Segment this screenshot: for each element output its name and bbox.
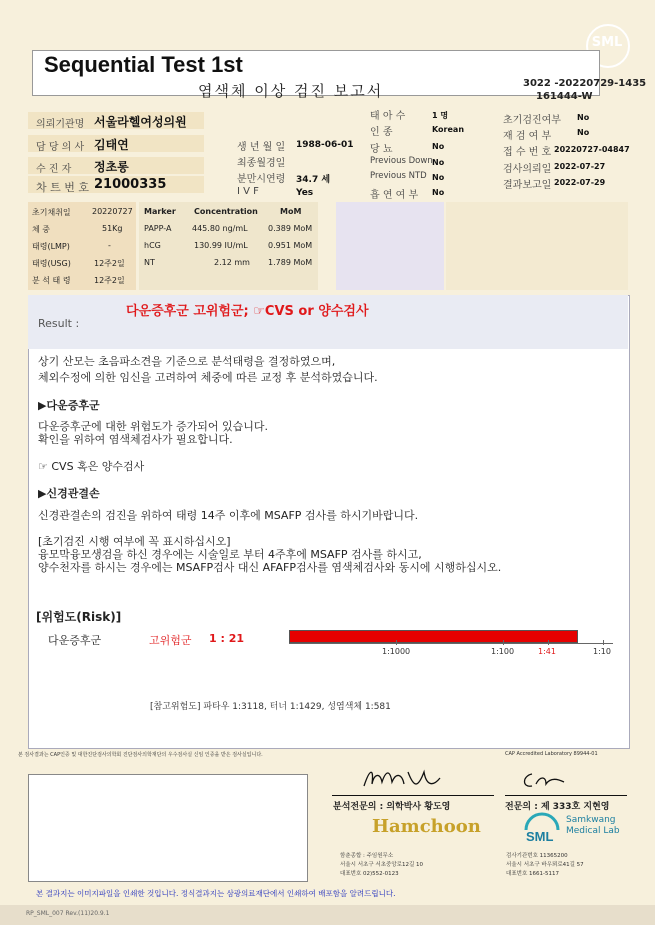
test-date-value: 2022-07-27 — [554, 162, 606, 171]
age-value: 34.7 세 — [296, 175, 331, 185]
fetus-value: 1 명 — [432, 111, 449, 120]
fetus-label: 태 아 수 — [370, 111, 406, 122]
form-code: RP_SML_007 Rev.(11)20.9.1 — [26, 910, 110, 917]
smoking-value: No — [432, 188, 445, 197]
report-id-line-2: 161444-W — [536, 91, 593, 102]
age-label: 분만시연령 — [237, 174, 286, 185]
hamchoon-info-3: 대표번호 02)552-0123 — [340, 871, 399, 877]
note-line2: 융모막융모생검을 하신 경우에는 시술일로 부터 4주후에 MSAFP 검사를 하시고, — [38, 548, 422, 561]
risk-tick — [503, 640, 504, 645]
signature-left-line — [332, 795, 494, 796]
ga-lmp-label: 태령(LMP) — [32, 242, 70, 251]
risk-tick — [548, 640, 549, 645]
note-line3: 양수천자를 하시는 경우에는 MSAFP검사 대신 AFAFP검사를 염색체검사와 동시에 시행하십시오. — [38, 561, 502, 574]
ga-usg-value: 12주2일 — [94, 259, 125, 268]
risk-condition: 다운증후군 — [48, 634, 102, 647]
sml-brand-icon — [522, 812, 562, 846]
receipt-value: 20220727-04847 — [554, 145, 630, 154]
result-label: Result : — [38, 317, 80, 330]
report-title: Sequential Test 1st — [44, 52, 243, 77]
result-para1-line1: 상기 산모는 초음파소견을 기준으로 분석태령을 결정하였으며, — [38, 355, 336, 368]
down-line2: 확인을 위하여 염색체검사가 필요합니다. — [38, 433, 233, 446]
signer-left-title: 분석전문의 : 의학박사 황도영 — [333, 802, 451, 812]
ntd-line1: 신경관결손의 검진을 위하여 태령 14주 이후에 MSAFP 검사를 하시기바랍니다. — [38, 509, 419, 522]
marker-row-name: NT — [144, 258, 155, 267]
race-value: Korean — [432, 125, 465, 134]
chartno-label: 차 트 번 호 — [36, 181, 89, 194]
risk-axis-line — [289, 643, 613, 644]
prev-down-value: No — [432, 158, 445, 167]
prev-down-label: Previous Down — [370, 156, 433, 166]
risk-tick-label: 1:1000 — [382, 647, 411, 656]
risk-level: 고위험군 — [149, 634, 192, 647]
ga-lmp-value: - — [108, 241, 111, 250]
signature-left — [360, 764, 450, 794]
reference-risk: [참고위험도] 파타우 1:3118, 터너 1:1429, 성염색체 1:581 — [150, 702, 391, 712]
marker-row-mom: 0.951 MoM — [268, 241, 313, 250]
race-label: 인 종 — [370, 127, 393, 138]
marker-row-conc: 445.80 ng/mL — [192, 224, 248, 233]
section-ntd: ▶신경관결손 — [38, 487, 100, 500]
report-date-label: 결과보고일 — [503, 180, 552, 191]
col-mom-header: MoM — [280, 207, 302, 216]
cvs-recommendation: ☞ CVS 혹은 양수검사 — [38, 460, 145, 473]
smoking-label: 흡 연 여 부 — [370, 190, 419, 201]
risk-bar — [289, 630, 578, 643]
collect-value: 20220727 — [92, 207, 133, 216]
ga-analysis-value: 12주2일 — [94, 276, 125, 285]
marker-row-conc: 130.99 IU/mL — [194, 241, 248, 250]
col-marker-header: Marker — [144, 207, 176, 216]
section-down-syndrome: ▶다운증후군 — [38, 399, 100, 412]
result-headline: 다운증후군 고위험군; ☞CVS or 양수검사 — [126, 304, 369, 319]
report-subtitle: 염색체 이상 검진 보고서 — [198, 82, 384, 100]
risk-ratio: 1 : 21 — [209, 632, 245, 645]
weight-value: 51Kg — [102, 224, 123, 233]
first-test-value: No — [577, 113, 590, 122]
risk-tick-label: 1:41 — [538, 647, 556, 656]
marker-row-conc: 2.12 mm — [214, 258, 250, 267]
marker-row-name: PAPP-A — [144, 224, 172, 233]
hamchoon-logo: Hamchoon — [372, 816, 481, 837]
risk-heading: [위험도(Risk)] — [36, 610, 122, 624]
hamchoon-info-1: 함춘종합 : 주임원무소 — [340, 853, 394, 859]
sml-brand-line1: Samkwang — [566, 815, 616, 825]
diabetes-label: 당 뇨 — [370, 144, 393, 155]
sml-info-1: 검사기관번호 11365200 — [506, 853, 568, 859]
doctor-value: 김태연 — [94, 138, 129, 152]
sml-brand-line2: Medical Lab — [566, 826, 620, 836]
result-para1-line2: 체외수정에 의한 임신을 고려하여 체중에 따른 교정 후 분석하였습니다. — [38, 371, 378, 384]
institution-value: 서울라헬여성의원 — [94, 115, 187, 129]
side-panel-beige — [446, 202, 628, 290]
report-id-line-1: 3022 -20220729-1435 — [523, 78, 647, 89]
diabetes-value: No — [432, 142, 445, 151]
ga-usg-label: 태령(USG) — [32, 259, 71, 268]
first-test-label: 초기검진여부 — [503, 115, 561, 126]
marker-row-mom: 1.789 MoM — [268, 258, 313, 267]
signature-right — [520, 770, 568, 792]
ivf-value: Yes — [296, 188, 314, 198]
ga-analysis-label: 분 석 태 령 — [32, 276, 71, 285]
footer-cap-note: CAP Accredited Laboratory 89944-01 — [505, 751, 598, 757]
retest-label: 재 검 여 부 — [503, 131, 552, 142]
examinee-label: 수 진 자 — [36, 164, 72, 175]
marker-row-mom: 0.389 MoM — [268, 224, 313, 233]
risk-tick-label: 1:10 — [593, 647, 611, 656]
dob-label: 생 년 월 일 — [237, 142, 286, 153]
receipt-label: 접 수 번 호 — [503, 147, 552, 158]
svg-text:SML: SML — [526, 829, 554, 844]
col-conc-header: Concentration — [194, 207, 258, 216]
retest-value: No — [577, 128, 590, 137]
collect-label: 초기채취일 — [32, 208, 71, 217]
chartno-value: 21000335 — [94, 177, 167, 192]
examinee-value: 정초롱 — [94, 160, 129, 174]
blank-box — [28, 774, 308, 882]
side-panel-purple — [336, 202, 444, 290]
signature-right-line — [505, 795, 627, 796]
weight-label: 체 중 — [32, 225, 50, 234]
prev-ntd-value: No — [432, 173, 445, 182]
dob-value: 1988-06-01 — [296, 140, 354, 150]
prev-ntd-label: Previous NTD — [370, 171, 427, 181]
doctor-label: 담 당 의 사 — [36, 142, 85, 153]
note-line1: [초기검진 시행 여부에 꼭 표시하십시오] — [38, 535, 231, 548]
footer-accreditation-note: 본 검사결과는 CAP인증 및 대한진단검사의학회 진단검사의학재단의 우수검사실 신임 인증을 받은 검사실입니다. — [18, 752, 263, 758]
bottom-print-note: 본 결과지는 이미지파일을 인쇄한 것입니다. 정식결과지는 삼광의료재단에서 인쇄하여 배포함을 알려드립니다. — [36, 889, 396, 898]
sml-info-2: 서울시 서초구 바우뫼로41길 57 — [506, 862, 584, 868]
marker-row-name: hCG — [144, 241, 161, 250]
down-line1: 다운증후군에 대한 위험도가 증가되어 있습니다. — [38, 420, 269, 433]
risk-tick — [603, 640, 604, 645]
report-date-value: 2022-07-29 — [554, 178, 606, 187]
sml-logo-text: SML — [591, 35, 623, 50]
risk-tick-label: 1:100 — [491, 647, 515, 656]
signer-right-title: 전문의 : 제 333호 지현영 — [505, 802, 610, 812]
test-date-label: 검사의뢰일 — [503, 164, 552, 175]
risk-tick — [396, 640, 397, 645]
lmp-label: 최종월경일 — [237, 158, 286, 169]
ivf-label: I V F — [237, 186, 259, 197]
hamchoon-info-2: 서울시 서초구 서초중앙로12길 10 — [340, 862, 423, 868]
institution-label: 의뢰기관명 — [36, 119, 85, 130]
sml-info-3: 대표번호 1661-5117 — [506, 871, 559, 877]
